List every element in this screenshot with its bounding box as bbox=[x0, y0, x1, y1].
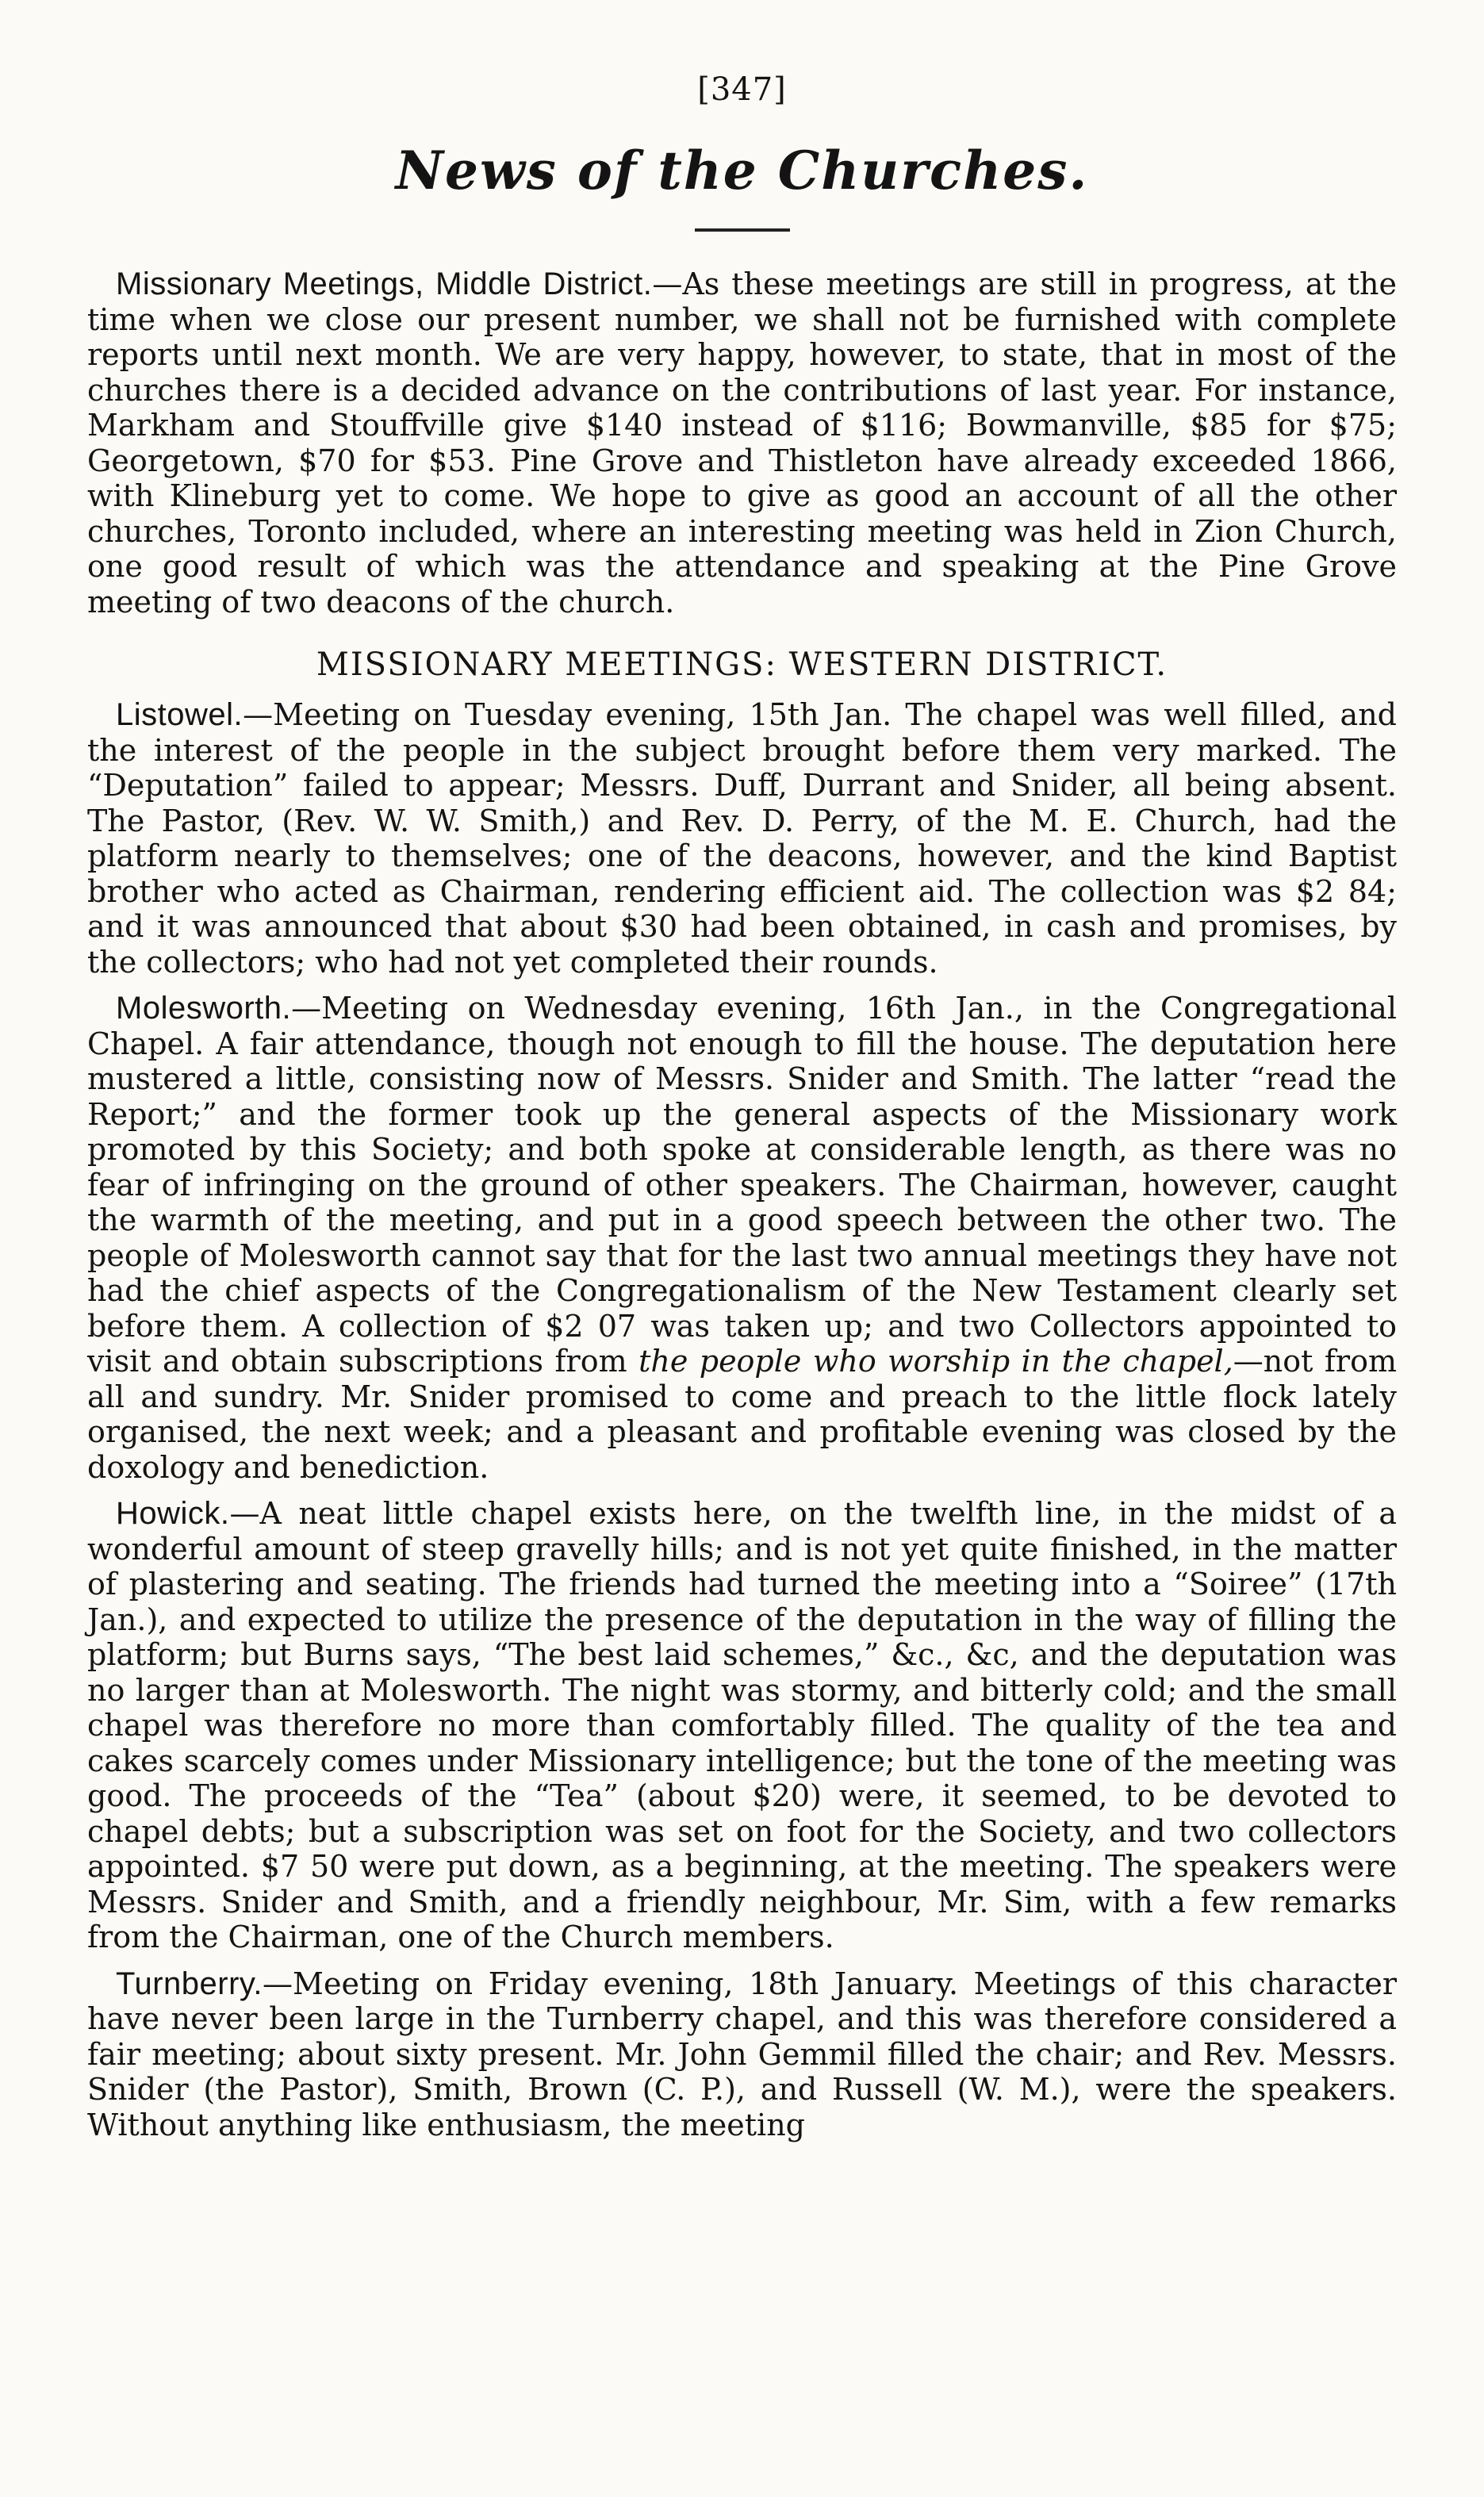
listowel-text: —Meeting on Tuesday evening, 15th Jan. The chapel was well filled, and the interest of the people in the subject brought before them very marked. The “Deputation” failed to appear; Messrs. Duff, Durrant and Snider, all being absent. The Pastor, (Rev. W. W. Smith,) and Rev. D. Perry, of the M. E. Church, had the platform nearly to themselves; one of the deacons, however, and the kind Baptist brother who acted as Chairman, rendering efficient aid. The collection was $2 84; and it was announced that about $30 had been obtained, in cash and promises, by the collectors; who had not yet completed their rounds. bbox=[87, 697, 1397, 980]
heading-rule bbox=[695, 228, 790, 232]
molesworth-text-before: —Meeting on Wednesday evening, 16th Jan., in the Congregational Chapel. A fair attendance, though not enough to fill the house. The deputation here mustered a little, consisting now of Messrs. Snider and Smith. The latter “read the Report;” and the former took up the general aspects of the Missionary work promoted by this Society; and both spoke at considerable length, as there was no fear of infringing on the ground of other speakers. The Chairman, however, caught the warmth of the meeting, and put in a good speech between the other two. The people of Molesworth cannot say that for the last two annual meetings they have not had the chief aspects of the Congregationalism of the New Testament clearly set before them. A collection of $2 07 was taken up; and two Collectors appointed to visit and obtain subscriptions from bbox=[87, 991, 1397, 1379]
page-heading: News of the Churches. bbox=[395, 140, 1089, 201]
western-district-heading: MISSIONARY MEETINGS: WESTERN DISTRICT. bbox=[316, 646, 1168, 683]
molesworth-lead: Molesworth. bbox=[116, 991, 292, 1026]
turnberry-paragraph bbox=[87, 1966, 1397, 2143]
turnberry-lead: Turnberry. bbox=[116, 1966, 263, 2001]
howick-paragraph bbox=[87, 1496, 1397, 1955]
listowel-paragraph bbox=[87, 697, 1397, 980]
molesworth-text-after: —not from all and sundry. Mr. Snider promised to come and preach to the little flock lately organised, the next week; and a pleasant and profitable evening was closed by the doxology and benediction. bbox=[87, 1344, 1397, 1485]
middle-district-text: —As these meetings are still in progress, at the time when we close our present number, we shall not be furnished with complete reports until next month. We are very happy, however, to state, that in most of the churches there is a decided advance on the contributions of last year. For instance, Markham and Stouffville give $140 instead of $116; Bowmanville, $85 for $75; Georgetown, $70 for $53. Pine Grove and Thistleton have already exceeded 1866, with Klineburg yet to come. We hope to give as good an account of all the other churches, Toronto included, where an interesting meeting was held in Zion Church, one good result of which was the attendance and speaking at the Pine Grove meeting of two deacons of the church. bbox=[87, 267, 1397, 619]
howick-lead: Howick. bbox=[116, 1496, 230, 1531]
molesworth-italic: the people who worship in the chapel, bbox=[638, 1344, 1233, 1379]
middle-district-paragraph bbox=[87, 267, 1397, 619]
middle-district-lead: Missionary Meetings, Middle District. bbox=[116, 267, 653, 301]
molesworth-paragraph bbox=[87, 991, 1397, 1485]
listowel-lead: Listowel. bbox=[116, 697, 243, 732]
page-number: [347] bbox=[697, 71, 787, 108]
turnberry-text: —Meeting on Friday evening, 18th January. Meetings of this character have never been large in the Turnberry chapel, and this was therefore considered a fair meeting; about sixty present. Mr. John Gemmil filled the chair; and Rev. Messrs. Snider (the Pastor), Smith, Brown (C. P.), and Russell (W. M.), were the speakers. Without anything like enthusiasm, the meeting bbox=[87, 1966, 1397, 2142]
howick-text: —A neat little chapel exists here, on the twelfth line, in the midst of a wonderful amount of steep gravelly hills; and is not yet quite finished, in the matter of plastering and seating. The friends had turned the meeting into a “Soiree” (17th Jan.), and expected to utilize the presence of the deputation in the way of filling the platform; but Burns says, “The best laid schemes,” &c., &c, and the deputation was no larger than at Molesworth. The night was stormy, and bitterly cold; and the small chapel was therefore no more than comfortably filled. The quality of the tea and cakes scarcely comes under Missionary intelligence; but the tone of the meeting was good. The proceeds of the “Tea” (about $20) were, it seemed, to be devoted to chapel debts; but a subscription was set on foot for the Society, and two collectors appointed. $7 50 were put down, as a beginning, at the meeting. The speakers were Messrs. Snider and Smith, and a friendly neighbour, Mr. Sim, with a few remarks from the Chairman, one of the Church members. bbox=[87, 1496, 1397, 1954]
